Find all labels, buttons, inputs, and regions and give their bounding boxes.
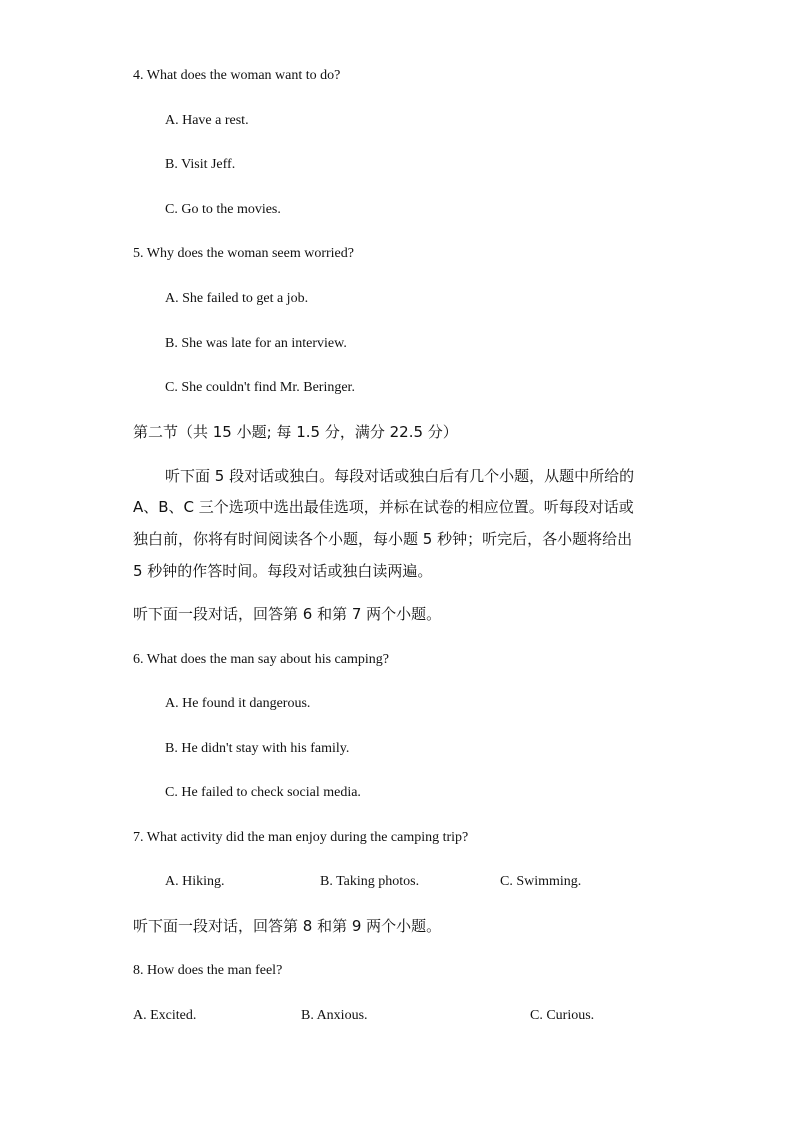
section-2-instructions-line-4: 5 秒钟的作答时间。每段对话或独白读两遍。	[133, 562, 433, 580]
question-4-option-a: A. Have a rest.	[165, 113, 249, 128]
question-7-option-c: C. Swimming.	[500, 874, 582, 889]
question-8-option-c: C. Curious.	[530, 1008, 595, 1023]
section-2-instructions-line-3: 独白前，你将有时间阅读各个小题，每小题 5 秒钟；听完后，各小题将给出	[133, 530, 633, 548]
question-8-stem: 8. How does the man feel?	[133, 963, 283, 978]
question-6-option-c: C. He failed to check social media.	[165, 785, 361, 800]
question-7-stem: 7. What activity did the man enjoy during the camping trip?	[133, 830, 469, 845]
question-5-stem: 5. Why does the woman seem worried?	[133, 246, 354, 261]
question-5-option-b: B. She was late for an interview.	[165, 336, 347, 351]
dialog-8-9-prompt: 听下面一段对话，回答第 8 和第 9 两个小题。	[133, 917, 442, 935]
question-8-option-a: A. Excited.	[133, 1008, 197, 1023]
question-4-stem: 4. What does the woman want to do?	[133, 68, 341, 83]
question-7-option-b: B. Taking photos.	[320, 874, 420, 889]
question-5-option-c: C. She couldn't find Mr. Beringer.	[165, 380, 355, 395]
question-6-option-b: B. He didn't stay with his family.	[165, 741, 350, 756]
dialog-6-7-prompt: 听下面一段对话，回答第 6 和第 7 两个小题。	[133, 605, 442, 623]
section-2-heading: 第二节（共 15 小题; 每 1.5 分，满分 22.5 分）	[133, 423, 458, 441]
question-8-option-b: B. Anxious.	[301, 1008, 368, 1023]
question-6-option-a: A. He found it dangerous.	[165, 696, 311, 711]
question-5-option-a: A. She failed to get a job.	[165, 291, 309, 306]
question-6-stem: 6. What does the man say about his camping?	[133, 652, 389, 667]
section-2-instructions-line-1: 听下面 5 段对话或独白。每段对话或独白后有几个小题，从题中所给的	[165, 467, 635, 485]
question-4-option-b: B. Visit Jeff.	[165, 157, 236, 172]
section-2-instructions-line-2: A、B、C 三个选项中选出最佳选项，并标在试卷的相应位置。听每段对话或	[133, 498, 634, 516]
question-4-option-c: C. Go to the movies.	[165, 202, 281, 217]
question-7-option-a: A. Hiking.	[165, 874, 225, 889]
